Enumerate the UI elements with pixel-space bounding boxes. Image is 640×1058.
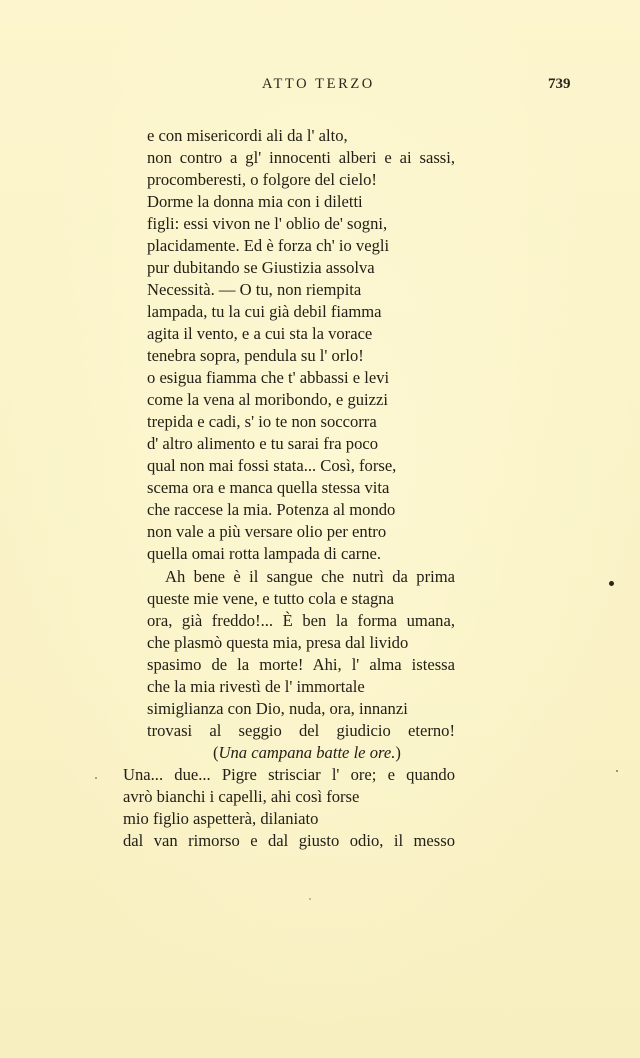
verse-line: come la vena al moribondo, e guizzi — [147, 390, 388, 409]
verse-line: o esigua fiamma che t' abbassi e levi — [147, 368, 390, 387]
verse-line: qual non mai fossi stata... Così, forse, — [147, 456, 397, 475]
verse-line: figli: essi vivon ne l' oblio de' sogni, — [147, 214, 388, 233]
verse-line: trepida e cadi, s' io te non soccorra — [147, 412, 377, 431]
verse-line: queste mie vene, e tutto cola e stagna — [147, 589, 394, 608]
verse-line: che plasmò questa mia, presa dal livido — [147, 633, 409, 652]
stage-direction-open: ( — [213, 743, 219, 762]
verse-line: d' altro alimento e tu sarai fra poco — [147, 434, 379, 453]
verse-line: dal van rimorso e dal giusto odio, il messo — [123, 831, 455, 850]
verse-line: procomberesti, o folgore del cielo! — [147, 170, 377, 189]
page-number: 739 — [548, 76, 571, 92]
ink-speck — [309, 898, 311, 900]
verse-line: ora, già freddo!... È ben la forma umana, — [147, 611, 455, 630]
verse-line: trovasi al seggio del giudicio eterno! — [147, 721, 455, 740]
verse-line: Ah bene è il sangue che nutrì da prima — [165, 567, 455, 586]
verse-line: avrò bianchi i capelli, ahi così forse — [123, 787, 360, 806]
ink-speck — [95, 777, 97, 779]
verse-line: scema ora e manca quella stessa vita — [147, 478, 390, 497]
verse-line: simiglianza con Dio, nuda, ora, innanzi — [147, 699, 408, 718]
stage-direction — [213, 742, 401, 764]
verse-line: Necessità. — O tu, non riempita — [147, 280, 362, 299]
running-head — [0, 74, 640, 96]
verse-line: pur dubitando se Giustizia assolva — [147, 258, 375, 277]
verse-line: non contro a gl' innocenti alberi e ai sassi, — [147, 148, 455, 167]
stage-direction-text: Una campana batte le ore. — [218, 743, 396, 762]
verse-line: Dorme la donna mia con i diletti — [147, 192, 363, 211]
verse-line: quella omai rotta lampada di carne. — [147, 544, 382, 563]
verse-line: che la mia rivestì de l' immortale — [147, 677, 365, 696]
verse-line: che raccese la mia. Potenza al mondo — [147, 500, 396, 519]
verse-line: spasimo de la morte! Ahi, l' alma istessa — [147, 655, 455, 674]
verse-line: lampada, tu la cui già debil fiamma — [147, 302, 382, 321]
verse-line: Una... due... Pigre strisciar l' ore; e quando — [123, 765, 455, 784]
verse-line: mio figlio aspetterà, dilaniato — [123, 809, 319, 828]
verse-line: e con misericordi ali da l' alto, — [147, 126, 348, 145]
verse-line: non vale a più versare olio per entro — [147, 522, 387, 541]
stage-direction-close: ) — [395, 743, 401, 762]
verse-line: placidamente. Ed è forza ch' io vegli — [147, 236, 390, 255]
running-title: ATTO TERZO — [262, 76, 375, 92]
ink-speck — [609, 581, 614, 586]
verse-line: agita il vento, e a cui sta la vorace — [147, 324, 373, 343]
verse-line: tenebra sopra, pendula su l' orlo! — [147, 346, 364, 365]
ink-speck — [616, 770, 618, 772]
